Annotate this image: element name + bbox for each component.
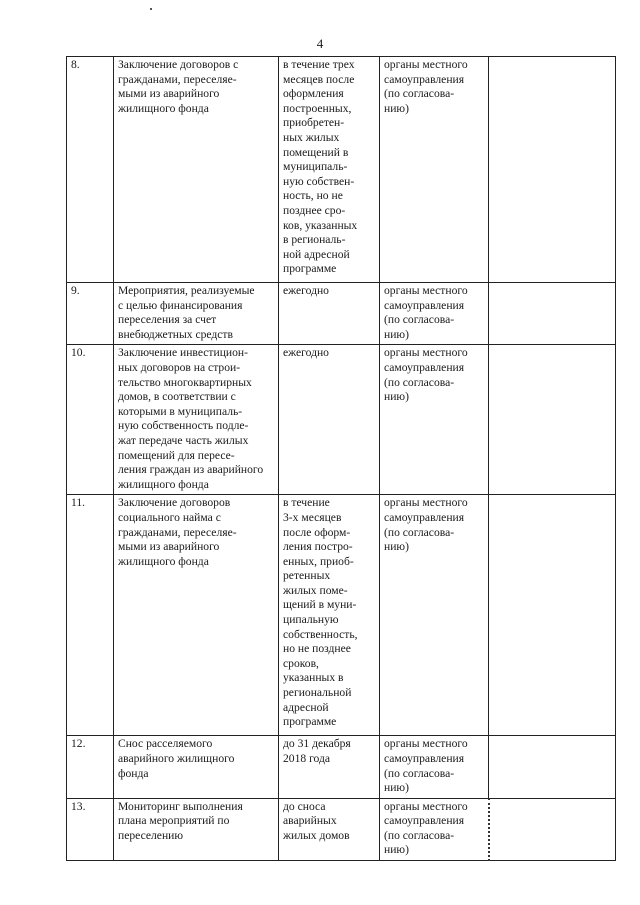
measure-responsible: органы местного самоуправления (по согласова- нию) xyxy=(380,798,489,860)
empty-cell xyxy=(489,57,616,283)
empty-cell xyxy=(489,345,616,495)
empty-cell xyxy=(489,736,616,798)
row-number: 12. xyxy=(67,736,114,798)
measure-responsible: органы местного самоуправления (по согласова- нию) xyxy=(380,495,489,736)
table-row xyxy=(67,736,616,798)
table-row xyxy=(67,798,616,860)
table-row xyxy=(67,283,616,345)
measure-name: Мероприятия, реализуемые с целью финансирования переселения за счет внебюджетных средств xyxy=(114,283,279,345)
empty-cell xyxy=(489,798,616,860)
measure-name: Мониторинг выполнения плана мероприятий по переселению xyxy=(114,798,279,860)
measure-responsible: органы местного самоуправления (по согласова- нию) xyxy=(380,283,489,345)
scan-speck xyxy=(150,8,152,10)
page-number: 4 xyxy=(316,36,324,51)
measure-name: Заключение инвестицион- ных договоров на строи- тельство многоквартирных домов, в соответствии с которыми в муниципаль- ную собственность подле- жат передаче часть жилых помещений для пересе- ления граждан из аварийного жилищного фонда xyxy=(114,345,279,495)
measure-responsible: органы местного самоуправления (по согласова- нию) xyxy=(380,736,489,798)
row-number: 8. xyxy=(67,57,114,283)
measure-deadline: в течение 3-х месяцев после оформ- ления постро- енных, приоб- ретенных жилых поме- щений в муни- ципальную собственность, но не позднее сроков, указанных в региональной адресной программе xyxy=(279,495,380,736)
measure-name: Заключение договоров с гражданами, переселяе- мыми из аварийного жилищного фонда xyxy=(114,57,279,283)
measures-table xyxy=(66,56,616,861)
row-number: 11. xyxy=(67,495,114,736)
measure-deadline: в течение трех месяцев после оформления построенных, приобретен- ных жилых помещений в муниципаль- ную собствен- ность, но не позднее сро- ков, указанных в региональ- ной адресной программе xyxy=(279,57,380,283)
table-row xyxy=(67,495,616,736)
row-number: 10. xyxy=(67,345,114,495)
measure-deadline: до 31 декабря 2018 года xyxy=(279,736,380,798)
table-row xyxy=(67,57,616,283)
empty-cell xyxy=(489,495,616,736)
measure-deadline: до сноса аварийных жилых домов xyxy=(279,798,380,860)
measure-deadline: ежегодно xyxy=(279,345,380,495)
measure-responsible: органы местного самоуправления (по согласова- нию) xyxy=(380,345,489,495)
row-number: 9. xyxy=(67,283,114,345)
measure-deadline: ежегодно xyxy=(279,283,380,345)
measure-responsible: органы местного самоуправления (по согласова- нию) xyxy=(380,57,489,283)
measure-name: Снос расселяемого аварийного жилищного фонда xyxy=(114,736,279,798)
row-number: 13. xyxy=(67,798,114,860)
measure-name: Заключение договоров социального найма с гражданами, переселяе- мыми из аварийного жилищного фонда xyxy=(114,495,279,736)
empty-cell xyxy=(489,283,616,345)
table-row xyxy=(67,345,616,495)
